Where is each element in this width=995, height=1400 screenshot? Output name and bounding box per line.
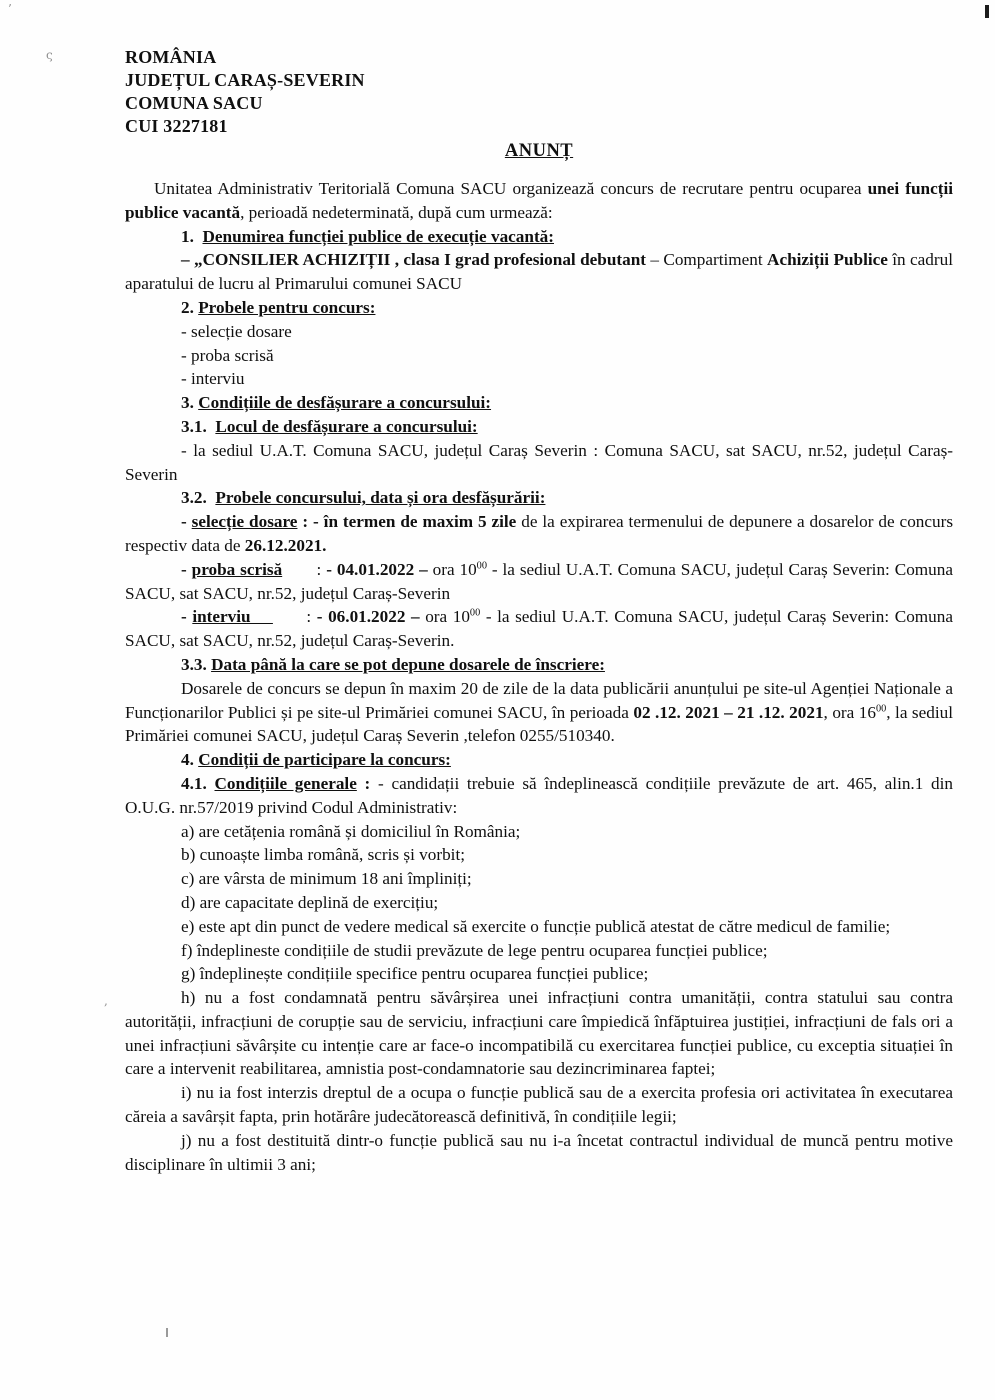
section-2-heading: 2. Probele pentru concurs: bbox=[181, 297, 376, 317]
letterhead-commune: COMUNA SACU bbox=[125, 93, 263, 113]
condition-i: i) nu ia fost interzis dreptul de a ocupa o funcție publică sau de a exercita profesia ori activitatea în executarea căreia a savârșit fapta, prin hotărâre judecătorească definitivă, în condițiile legii; bbox=[125, 1083, 953, 1127]
scan-artifact: , bbox=[104, 994, 108, 1008]
condition-b: b) cunoaște limba română, scris și vorbit; bbox=[181, 845, 466, 865]
intro-paragraph: Unitatea Administrativ Teritorială Comuna SACU organizează concurs de recrutare pentru ocuparea unei funcții publice vacantă, perioadă nedeterminată, după cum urmează: bbox=[125, 179, 954, 222]
list-item-interviu: - interviu bbox=[181, 369, 245, 389]
section-4-1-paragraph: 4.1. Condițiile generale : - candidații trebuie să îndeplinească condițiile prevăzute de art. 465, alin.1 din O.U.G. nr.57/2019 privind Codul Administrativ: bbox=[125, 773, 954, 817]
section-3-2-heading: 3.2. Probele concursului, data și ora desfășurării: bbox=[181, 488, 546, 508]
position-description: – „CONSILIER ACHIZIȚII , clasa I grad profesional debutant – Compartiment Achiziții Publice în cadrul aparatului de lucru al Primarului comunei SACU bbox=[125, 250, 953, 294]
scan-artifact bbox=[166, 1328, 168, 1337]
document-title: ANUNȚ bbox=[504, 141, 574, 161]
condition-a: a) are cetățenia română și domiciliul în România; bbox=[181, 821, 521, 841]
condition-e: e) este apt din punct de vedere medical să exercite o funcție publică atestat de către medicul de familie; bbox=[181, 916, 891, 936]
condition-h: h) nu a fost condamnată pentru săvârșirea unei infracțiuni contra umanității, contra statului sau contra autorității, infracțiuni de corupție sau de serviciu, infracțiuni care împiedică înfăptuirea justiției, infracțiuni de fals ori a unei infracțiuni săvârșite cu intenție care ar face-o incompatibilă cu exercitarea funcției publice, cu exceptia situației în care a intervenit reabilitarea, amnistia post-condamnatorie sau dezincriminarea faptei; bbox=[125, 988, 953, 1079]
document-content bbox=[125, 46, 953, 1176]
scan-artifact: ς bbox=[46, 48, 53, 62]
section-3-3-heading: 3.3. Data până la care se pot depune dosarele de înscriere: bbox=[181, 654, 605, 674]
schedule-interviu: - interviu : - 06.01.2022 – ora $10^{00}$ - la sediul U.A.T. Comuna SACU, județul Caraș Severin: Comuna SACU, sat SACU, nr.52, județul Caraș-Severin. bbox=[125, 607, 953, 651]
condition-f: f) îndeplineste condițiile de studii prevăzute de lege pentru ocuparea funcției publice; bbox=[181, 940, 768, 960]
section-1-heading: 1. Denumirea funcției publice de execuție vacantă: bbox=[181, 226, 554, 246]
title-row bbox=[125, 141, 953, 162]
scan-artifact bbox=[985, 5, 989, 18]
letterhead-cui: CUI 3227181 bbox=[125, 116, 228, 136]
condition-c: c) are vârsta de minimum 18 ani împliniți; bbox=[181, 869, 472, 889]
scan-artifact: ’ bbox=[8, 2, 12, 16]
list-item-proba-scrisa: - proba scrisă bbox=[181, 345, 274, 365]
section-4-heading: 4. Condiții de participare la concurs: bbox=[181, 750, 451, 770]
condition-d: d) are capacitate deplină de exercițiu; bbox=[181, 892, 439, 912]
submission-period-paragraph: Dosarele de concurs se depun în maxim 20 de zile de la data publicării anunțului pe site-ul Agenției Naționale a Funcționarilor Publici și pe site-ul Primăriei comunei SACU, în perioada 02 .12. 2021 – 21 .12. 2021, ora $16^{00}$, la sediul Primăriei comunei SACU, județul Caraș Severin ,telefon 0255/510340. bbox=[125, 678, 953, 746]
letterhead bbox=[125, 46, 953, 138]
condition-j: j) nu a fost destituită dintr-o funcție publică sau nu i-a încetat contractul individual de muncă pentru motive disciplinare în ultimii 3 ani; bbox=[125, 1130, 953, 1174]
schedule-proba-scrisa: - proba scrisă : - 04.01.2022 – ora $10^{00}$ - la sediul U.A.T. Comuna SACU, județul Caraș Severin: Comuna SACU, sat SACU, nr.52, județul Caraș-Severin bbox=[125, 559, 953, 603]
document-body bbox=[125, 177, 953, 1176]
condition-g: g) îndeplinește condițiile specifice pentru ocuparea funcției publice; bbox=[181, 964, 649, 984]
section-3-heading: 3. Condițiile de desfășurare a concursului: bbox=[181, 393, 492, 413]
schedule-selectie-dosare: - selecție dosare : - în termen de maxim 5 zile de la expirarea termenului de depunere a dosarelor de concurs respectiv data de 26.12.2021. bbox=[125, 512, 954, 555]
location-paragraph: - la sediul U.A.T. Comuna SACU, județul Caraș Severin : Comuna SACU, sat SACU, nr.52, județul Caraș-Severin bbox=[125, 440, 953, 484]
letterhead-country: ROMÂNIA bbox=[125, 47, 217, 67]
list-item-selectie-dosare: - selecție dosare bbox=[181, 321, 292, 341]
section-3-1-heading: 3.1. Locul de desfășurare a concursului: bbox=[181, 416, 478, 436]
letterhead-county: JUDEȚUL CARAȘ-SEVERIN bbox=[125, 70, 365, 90]
